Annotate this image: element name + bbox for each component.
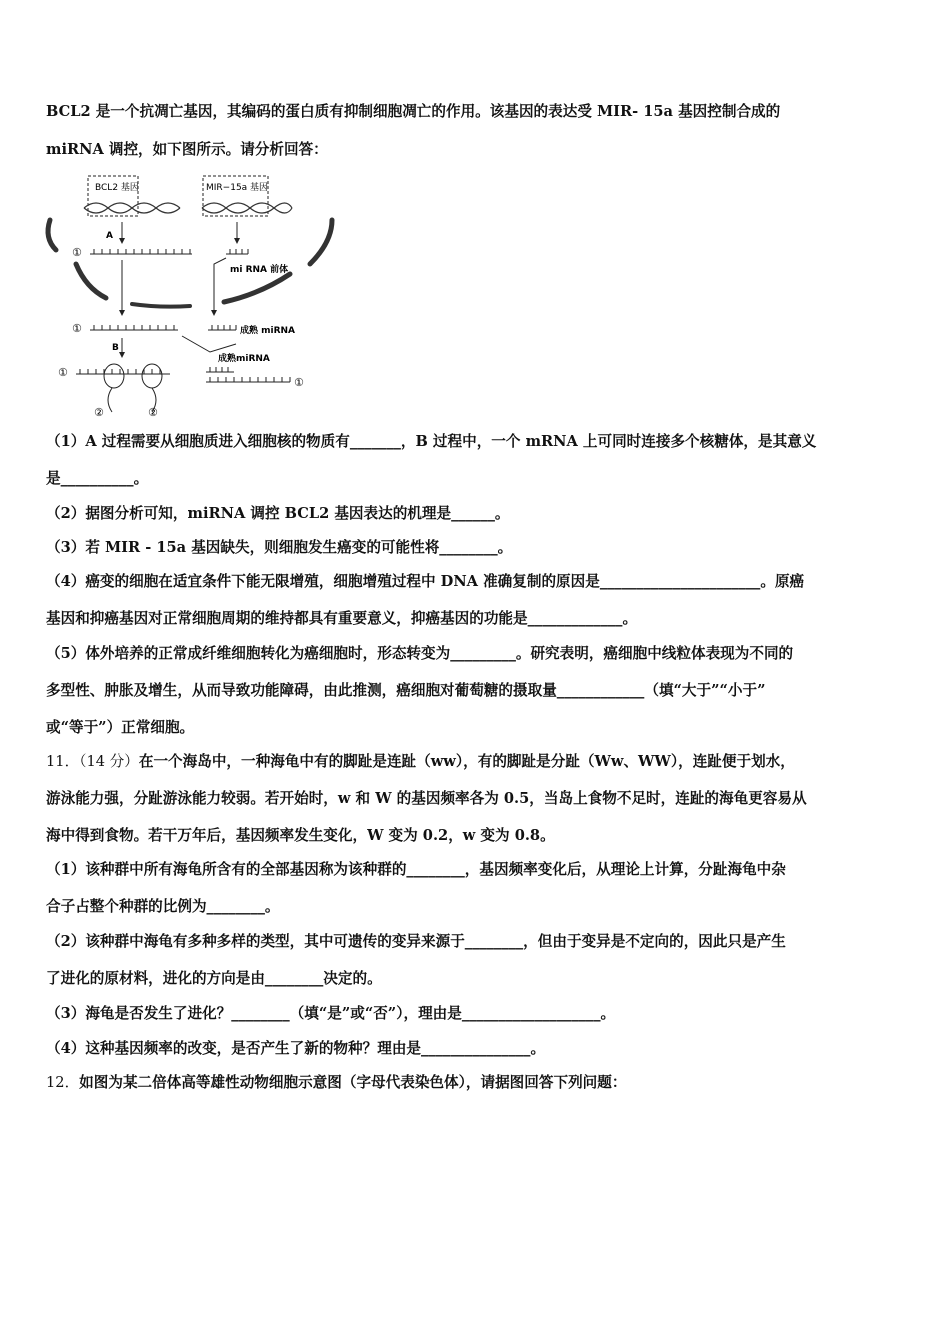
q10-part1-line1: （1）A 过程需要从细胞质进入细胞核的物质有_______，B 过程中，一个 mRNA 上可同时连接多个核糖体，是其意义 [46,433,817,450]
q10-part3: （3）若 MIR - 15a 基因缺失，则细胞发生癌变的可能性将________。 [46,539,513,556]
circle-1-b: ① [72,322,82,335]
ribosome-1 [104,364,124,388]
q11-part2-line2: 了进化的原材料，进化的方向是由________决定的。 [46,970,382,987]
q10-part4-line2: 基因和抑癌基因对正常细胞周期的维持都具有重要意义，抑癌基因的功能是_____________。 [46,610,638,627]
q11-stem-text-1: 在一个海岛中，一种海龟中有的脚趾是连趾（ww），有的脚趾是分趾（Ww、WW），连趾便于划水， [138,753,795,770]
bcl2-gene-box [88,176,138,216]
circle-1-d: ① [294,376,304,389]
nuclear-envelope-right [310,220,332,264]
q12-stem [46,1073,906,1093]
q11-stem-line1 [46,752,906,772]
q11-stem-line2: 游泳能力强，分趾游泳能力较弱。若开始时，w 和 W 的基因频率各为 0.5，当岛上食物不足时，连趾的海龟更容易从 [46,790,807,807]
circle-1-c: ① [58,366,68,379]
q10-part5-line1: （5）体外培养的正常成纤维细胞转化为癌细胞时，形态转变为_________。研究表明，癌细胞中线粒体表现为不同的 [46,645,794,662]
miRNA-regulation-diagram [40,168,340,423]
q11-part3: （3）海龟是否发生了进化？________（填“是”或“否”），理由是___________________。 [46,1005,616,1022]
bcl2-gene-label: BCL2 基因 [95,183,139,193]
intro-line-1: BCL2 是一个抗凋亡基因，其编码的蛋白质有抑制细胞凋亡的作用。该基因的表达受 MIR- 15a 基因控制合成的 [46,103,781,120]
intro-line-2: miRNA 调控，如下图所示。请分析回答： [46,141,328,158]
q11-part4: （4）这种基因频率的改变，是否产生了新的物种？理由是_______________。 [46,1040,546,1057]
q11-part2-line1: （2）该种群中海龟有多种多样的类型，其中可遗传的变异来源于________，但由于变异是不定向的，因此只是产生 [46,933,786,950]
mir-gene-box [203,176,268,216]
q10-part5-line2: 多型性、肿胀及增生，从而导致功能障碍，由此推测，癌细胞对葡萄糖的摄取量____________（填“大于”“小于” [46,682,766,699]
precursor-label: mi RNA 前体 [230,265,289,275]
label-A: A [106,231,113,241]
circle-2-a: ② [94,406,104,419]
q10-part1-line2: 是__________。 [46,470,149,487]
q11-part1-line2: 合子占整个种群的比例为________。 [46,898,280,915]
mature-miRNA-label-1: 成熟 miRNA [240,326,296,336]
q11-number: 11．（14 分） [46,753,139,770]
q10-part2: （2）据图分析可知，miRNA 调控 BCL2 基因表达的机理是______。 [46,505,510,522]
circle-2-b: ② [148,406,158,419]
ribosome-2 [142,364,162,388]
nuclear-envelope-left [48,220,56,250]
mature-miRNA-label-2: 成熟miRNA [218,354,270,364]
label-B: B [112,343,119,353]
q12-number: 12． [46,1074,80,1091]
q12-stem-text: 如图为某二倍体高等雄性动物细胞示意图（字母代表染色体），请据图回答下列问题： [79,1074,627,1091]
q11-part1-line1: （1）该种群中所有海龟所含有的全部基因称为该种群的________，基因频率变化后，从理论上计算，分趾海龟中杂 [46,861,786,878]
q10-part4-line1: （4）癌变的细胞在适宜条件下能无限增殖，细胞增殖过程中 DNA 准确复制的原因是______________________。原癌 [46,573,805,590]
q10-part5-line3: 或“等于”）正常细胞。 [46,719,195,736]
circle-1-a: ① [72,246,82,259]
mir-gene-label: MIR−15a 基因 [206,183,269,193]
q11-stem-line3: 海中得到食物。若干万年后，基因频率发生变化，W 变为 0.2，w 变为 0.8。 [46,827,555,844]
